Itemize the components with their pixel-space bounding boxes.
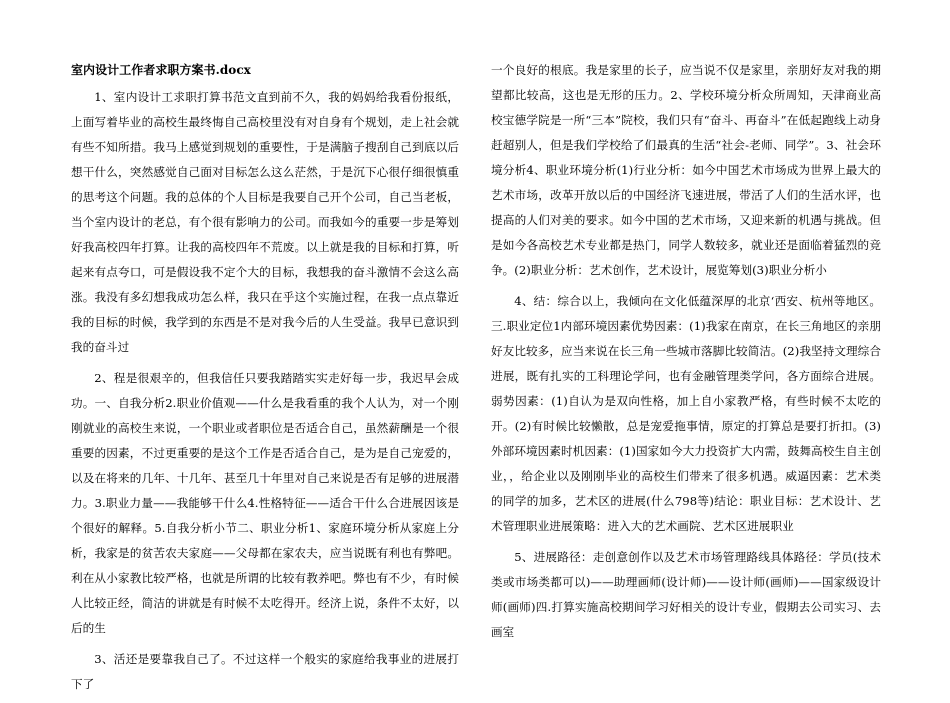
- paragraph-3: 3、活还是要靠我自己了。不过这样一个般实的家庭给我事业的进展打下了: [71, 652, 459, 691]
- document-title: 室内设计工作者求职方案书.docx: [71, 63, 251, 77]
- left-column: [71, 58, 459, 703]
- paragraph-5: 5、进展路径：走创意创作以及艺术市场管理路线具体路径：学员(技术类或市场类都可以)——助理画师(设计师)——设计师(画师)——国家级设计师(画师)四.打算实施高校期间学习好相关的设计专业，假期去公司实习、去画室: [491, 550, 881, 639]
- paragraph-3-continued: 一个良好的根底。我是家里的长子，应当说不仅是家里，亲朋好友对我的期望都比较高，这也是无形的压力。2、学校环境分析众所周知，天津商业高校宝德学院是一所“三本”院校，我们只有“奋斗、再奋斗”在低起跑线上动身赶超别人，但是我们学校给了们最真的生活“社会-老师、同学”。3、社会环境分析4、职业环境分析(1)行业分析：如今中国艺术市场成为世界上最大的艺术市场，改革开放以后的中国经济飞速进展，带活了人们的生活水评，也提高的人们对美的要求。如今中国的艺术市场，又迎来新的机遇与挑战。但是如今各高校艺术专业都是热门，同学人数较多，就业还是面临着猛烈的竞争。(2)职业分析：艺术创作，艺术设计，展览筹划(3)职业分析小: [491, 63, 881, 277]
- paragraph-1: 1、室内设计工求职打算书范文直到前不久，我的妈妈给我看份报纸，上面写着毕业的高校生最终悔自己高校里没有对自身有个规划，走上社会就有些不知所措。我马上感觉到规划的重要性，于是满脑子搜刮自己到底以后想干什么，突然感觉自己面对目标怎么这么茫然，于是沉下心很仔细很慎重的思考这个问题。我的总体的个人目标是我要自己开个公司，自己当老板，当个室内设计的老总，有个很有影响力的公司。而我如今的重要一步是筹划好我高校四年打算。让我的高校四年不荒废。以上就是我的目标和打算，听起来有点夸口，可是假设我不定个大的目标，我想我的奋斗激情不会这么高涨。我没有多幻想我成功怎么样，我只在乎这个实施过程，在我一点点靠近我的目标的时候，我学到的东西是不是对我今后的人生受益。我早已意识到我的奋斗过: [71, 90, 459, 354]
- right-column: [491, 58, 881, 651]
- paragraph-2: 2、程是很艰辛的，但我信任只要我踏踏实实走好每一步，我迟早会成功。一、自我分析2.职业价值观——什么是我看重的我个人认为，对一个刚刚就业的高校生来说，一个职业或者职位是否适合自己，虽然薪酬是一个很重要的因素，不过更重要的是这个工作是否适合自己，是为是自己宠爱的，以及在将来的几年、十几年、甚至几十年里对自己来说是否有足够的进展潜力。3.职业力量——我能够干什么4.性格特征——适合干什么合进展因该是个很好的解释。5.自我分析小节二、职业分析1、家庭环境分析从家庭上分析，我家是的贫苦农夫家庭——父母都在家农夫，应当说既有利也有弊吧。利在从小家教比较严格，也就是所谓的比较有教养吧。弊也有不少，有时候人比较正经，简洁的讲就是有时候不太吃得开。经济上说，条件不太好，以后的生: [71, 371, 459, 635]
- paragraph-4: 4、结：综合以上，我倾向在文化低蕴深厚的北京‘西安、杭州等地区。三.职业定位1内部环境因素优势因素：(1)我家在南京，在长三角地区的亲朋好友比较多，应当来说在长三角一些城市落脚比较简洁。(2)我坚持文理综合进展，既有扎实的工科理论学问，也有金融管理类学问，各方面综合进展。弱势因素：(1)自认为是双向性格，加上自小家教严格，有些时候不太吃的开。(2)有时候比较懒散，总是宠爱拖事情，原定的打算总是要打折扣。(3)外部环境因素时机因素：(1)国家如今大力投资扩大内需，鼓舞高校生自主创业，，给企业以及刚刚毕业的高校生们带来了很多机遇。威逼因素：艺术类的同学的加多，艺术区的进展(什么798等)结论：职业目标：艺术设计、艺术管理职业进展策略：进入大的艺术画院、艺术区进展职业: [491, 294, 881, 533]
